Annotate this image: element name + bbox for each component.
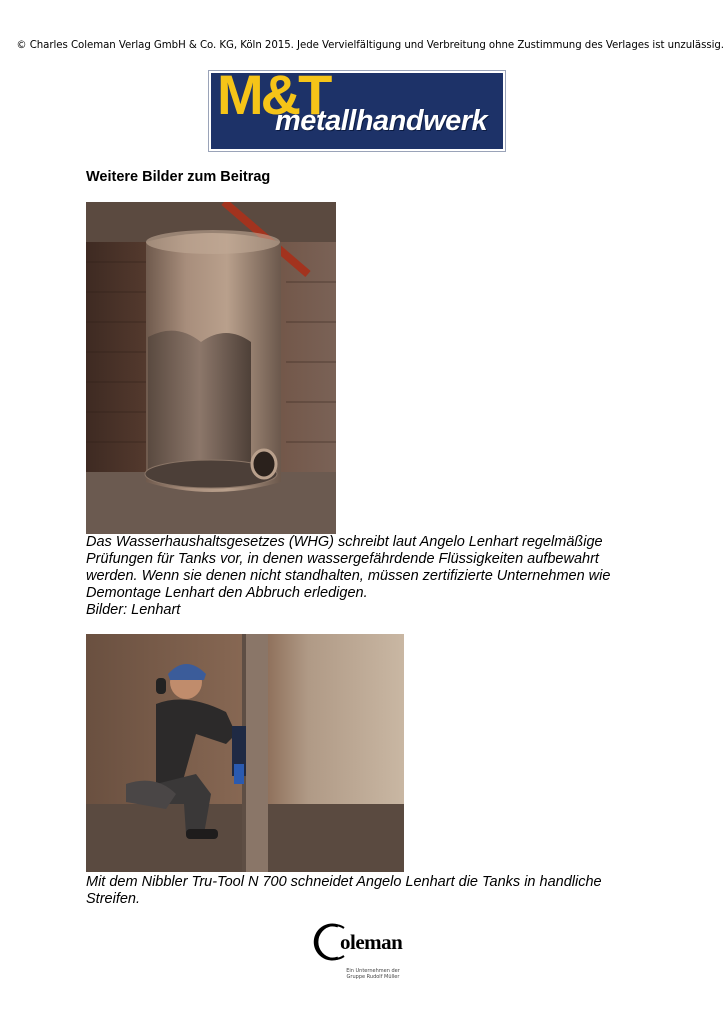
caption-line: werden. Wenn sie denen nicht standhalten, müssen zertifizierte Unternehmen wie — [86, 568, 611, 584]
photo-credit: Bilder: Lenhart — [86, 602, 181, 618]
coleman-sub1: Ein Unternehmen der — [346, 968, 400, 974]
caption-line: Prüfungen für Tanks vor, in denen wassergefährdende Flüssigkeiten aufbewahrt — [86, 551, 599, 567]
coleman-wordmark: oleman — [340, 930, 403, 954]
coleman-subline — [328, 968, 418, 980]
caption-line: Mit dem Nibbler Tru-Tool N 700 schneidet Angelo Lenhart die Tanks in handliche — [86, 874, 602, 890]
coleman-sub2: Gruppe Rudolf Müller — [346, 974, 400, 980]
logo-wordmark: metallhandwerk — [275, 105, 488, 137]
tank-photo — [86, 202, 336, 534]
logo-mt-letters: M&T — [217, 73, 330, 126]
caption-line: Streifen. — [86, 891, 140, 907]
coleman-logo — [308, 920, 418, 986]
caption-line: Demontage Lenhart den Abbruch erledigen. — [86, 585, 368, 601]
tank-photo-caption — [86, 534, 646, 619]
caption-line: Das Wasserhaushaltsgesetzes (WHG) schreibt laut Angelo Lenhart regelmäßige — [86, 534, 603, 550]
worker-photo-caption — [86, 874, 646, 908]
worker-photo — [86, 634, 404, 872]
page-heading: Weitere Bilder zum Beitrag — [86, 169, 271, 185]
copyright-notice: © Charles Coleman Verlag GmbH & Co. KG, Köln 2015. Jede Vervielfältigung und Verbreitung ohne Zustimmung des Verlages ist unzulässig. — [16, 40, 724, 51]
mt-metallhandwerk-logo — [208, 70, 506, 152]
